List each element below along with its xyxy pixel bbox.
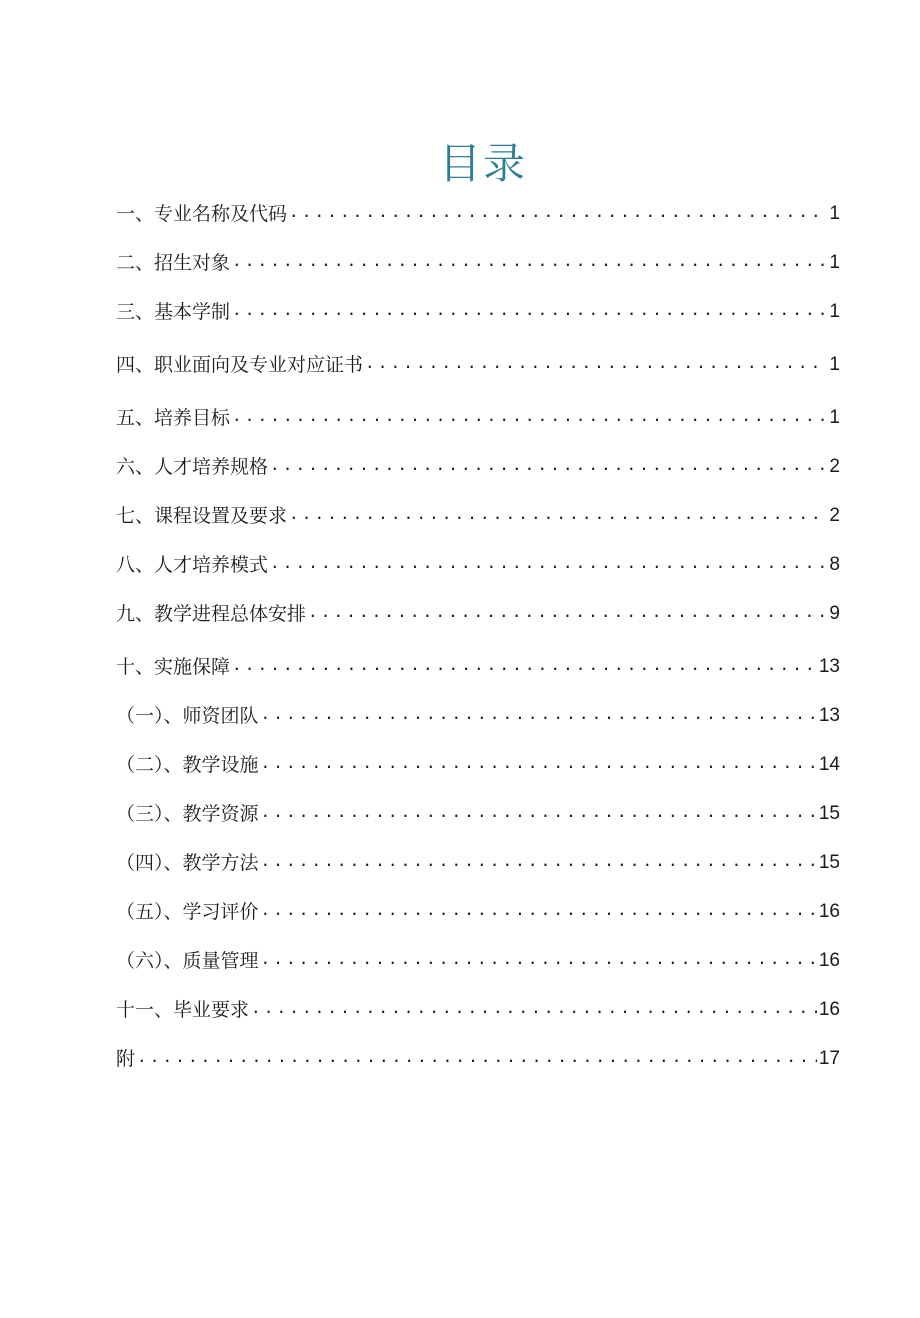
- dot-leader: [289, 198, 827, 226]
- toc-entry[interactable]: [116, 992, 840, 1024]
- toc-entry-label: 十、实施保障: [116, 656, 231, 678]
- dot-leader: [365, 349, 827, 377]
- toc-entry-page: 1: [829, 301, 840, 322]
- dot-leader: [261, 847, 817, 875]
- dot-leader: [289, 500, 827, 528]
- toc-entry-label: （二）、教学设施: [116, 754, 259, 776]
- dot-leader: [251, 994, 817, 1022]
- toc-entry-label: （四）、教学方法: [116, 852, 259, 874]
- toc-entry[interactable]: [116, 498, 840, 530]
- toc-entry-page: 17: [818, 1048, 840, 1069]
- dot-leader: [261, 700, 817, 728]
- toc-entry-label: 二、招生对象: [116, 252, 231, 274]
- toc-entry-page: 15: [818, 852, 840, 873]
- toc-subentry[interactable]: [116, 943, 840, 975]
- toc-entry-label: 八、人才培养模式: [116, 554, 269, 576]
- toc-entry-page: 15: [818, 803, 840, 824]
- toc-entry[interactable]: [116, 1041, 840, 1073]
- toc-entry[interactable]: [116, 649, 840, 681]
- dot-leader: [261, 945, 817, 973]
- toc-entry-label: 七、课程设置及要求: [116, 505, 288, 527]
- toc-entry-page: 2: [829, 456, 840, 477]
- dot-leader: [232, 296, 827, 324]
- toc-entry-page: 1: [829, 252, 840, 273]
- toc-entry-page: 14: [818, 754, 840, 775]
- toc-entry-label: 三、基本学制: [116, 301, 231, 323]
- toc-subentry[interactable]: [116, 894, 840, 926]
- toc-entry-label: （五）、学习评价: [116, 901, 259, 923]
- toc-subentry[interactable]: [116, 747, 840, 779]
- toc-entry-page: 8: [829, 554, 840, 575]
- toc-entry[interactable]: [116, 400, 840, 432]
- toc-entry[interactable]: [116, 449, 840, 481]
- toc-title: 目录: [438, 139, 527, 188]
- toc-entry-label: 九、教学进程总体安排: [116, 603, 307, 625]
- toc-entry-page: 2: [829, 505, 840, 526]
- toc-entry-label: 十一、毕业要求: [116, 999, 250, 1021]
- toc-entry[interactable]: [116, 245, 840, 277]
- toc-entry-page: 1: [829, 407, 840, 428]
- toc-entry-page: 13: [818, 705, 840, 726]
- dot-leader: [270, 451, 827, 479]
- toc-subentry[interactable]: [116, 796, 840, 828]
- toc-entry-page: 16: [818, 901, 840, 922]
- toc-entry[interactable]: [116, 347, 840, 379]
- toc-entry-label: 六、人才培养规格: [116, 456, 269, 478]
- toc-entry[interactable]: [116, 596, 840, 628]
- dot-leader: [308, 598, 827, 626]
- dot-leader: [232, 651, 817, 679]
- toc-entry-label: 五、培养目标: [116, 407, 231, 429]
- dot-leader: [261, 896, 817, 924]
- toc-entry-label: 一、专业名称及代码: [116, 203, 288, 225]
- dot-leader: [270, 549, 827, 577]
- toc-entry-page: 16: [818, 950, 840, 971]
- toc-entry-page: 1: [829, 203, 840, 224]
- toc-subentry[interactable]: [116, 845, 840, 877]
- toc-entry-label: 附: [116, 1048, 136, 1070]
- toc-entry[interactable]: [116, 547, 840, 579]
- toc-entry-page: 9: [829, 603, 840, 624]
- dot-leader: [261, 798, 817, 826]
- dot-leader: [137, 1043, 817, 1071]
- dot-leader: [232, 247, 827, 275]
- toc-entry-label: （六）、质量管理: [116, 950, 259, 972]
- toc-entry-page: 16: [818, 999, 840, 1020]
- dot-leader: [261, 749, 817, 777]
- toc-subentry[interactable]: [116, 698, 840, 730]
- dot-leader: [232, 402, 827, 430]
- toc-entry-page: 13: [818, 656, 840, 677]
- toc-entry[interactable]: [116, 294, 840, 326]
- toc-entry[interactable]: [116, 196, 840, 228]
- toc-entry-label: 四、职业面向及专业对应证书: [116, 354, 364, 376]
- toc-entry-label: （一）、师资团队: [116, 705, 259, 727]
- toc-entry-page: 1: [829, 354, 840, 375]
- toc-entry-label: （三）、教学资源: [116, 803, 259, 825]
